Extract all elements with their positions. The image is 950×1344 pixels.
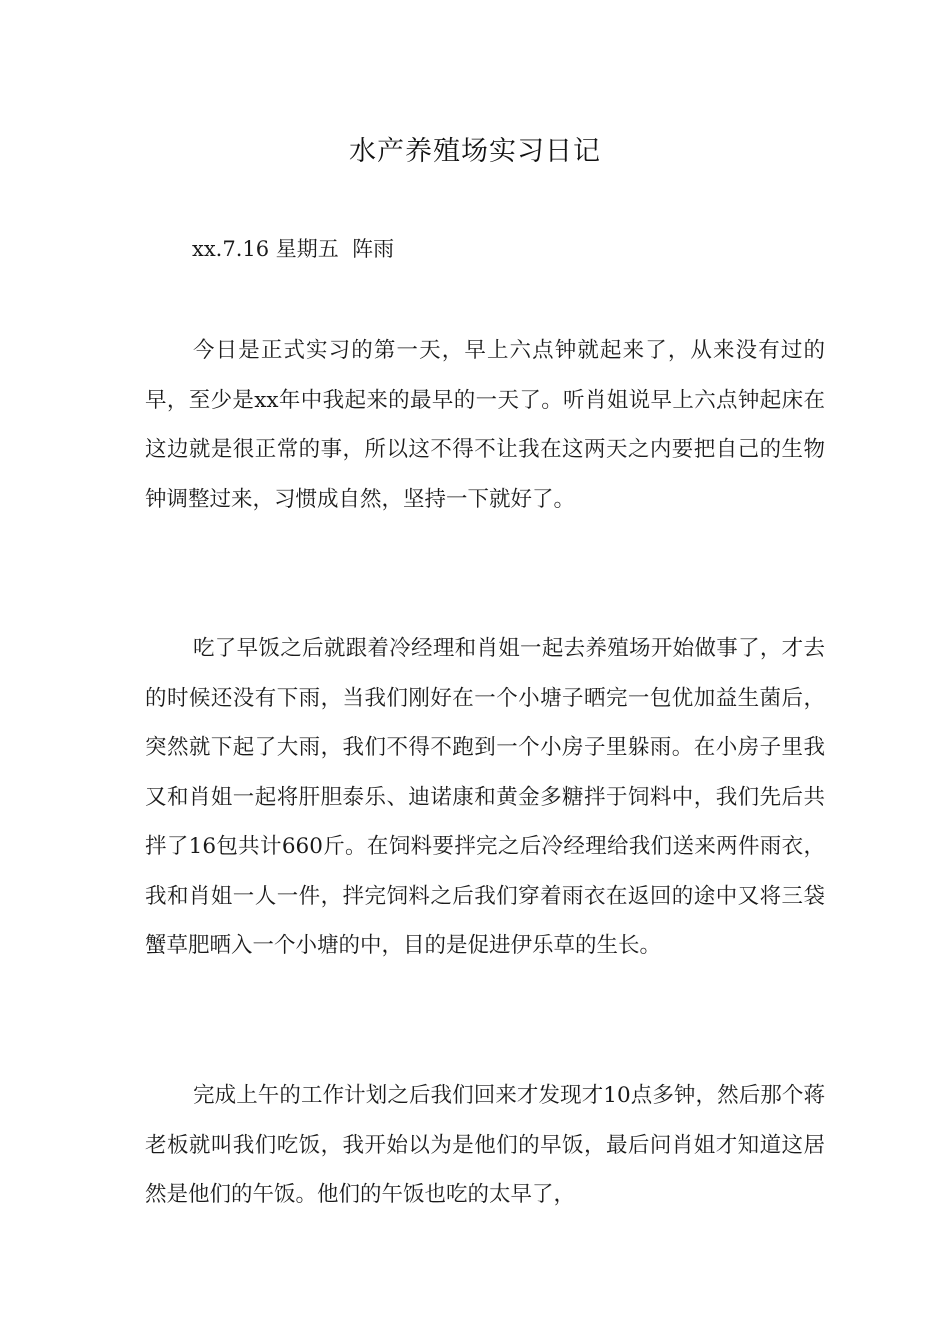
paragraph-3: 完成上午的工作计划之后我们回来才发现才10点多钟，然后那个蒋老板就叫我们吃饭，我开始以为是他们的早饭，最后问肖姐才知道这居然是他们的午饭。他们的午饭也吃的太早了，: [145, 1083, 825, 1207]
paragraph-1: 今日是正式实习的第一天，早上六点钟就起来了，从来没有过的早，至少是xx年中我起来的最早的一天了。听肖姐说早上六点钟起床在这边就是很正常的事，所以这不得不让我在这两天之内要把自己的生物钟调整过来，习惯成自然，坚持一下就好了。: [145, 338, 825, 512]
diary-dateline: xx.7.16 星期五 阵雨: [192, 237, 395, 261]
document-title: 水产养殖场实习日记: [349, 136, 601, 167]
paragraph-2: 吃了早饭之后就跟着冷经理和肖姐一起去养殖场开始做事了，才去的时候还没有下雨，当我们刚好在一个小塘子晒完一包优加益生菌后，突然就下起了大雨，我们不得不跑到一个小房子里躲雨。在小房子里我又和肖姐一起将肝胆泰乐、迪诺康和黄金多糖拌于饲料中，我们先后共拌了16包共计660斤。在饲料要拌完之后冷经理给我们送来两件雨衣，我和肖姐一人一件，拌完饲料之后我们穿着雨衣在返回的途中又将三袋蟹草肥晒入一个小塘的中，目的是促进伊乐草的生长。: [145, 636, 825, 958]
